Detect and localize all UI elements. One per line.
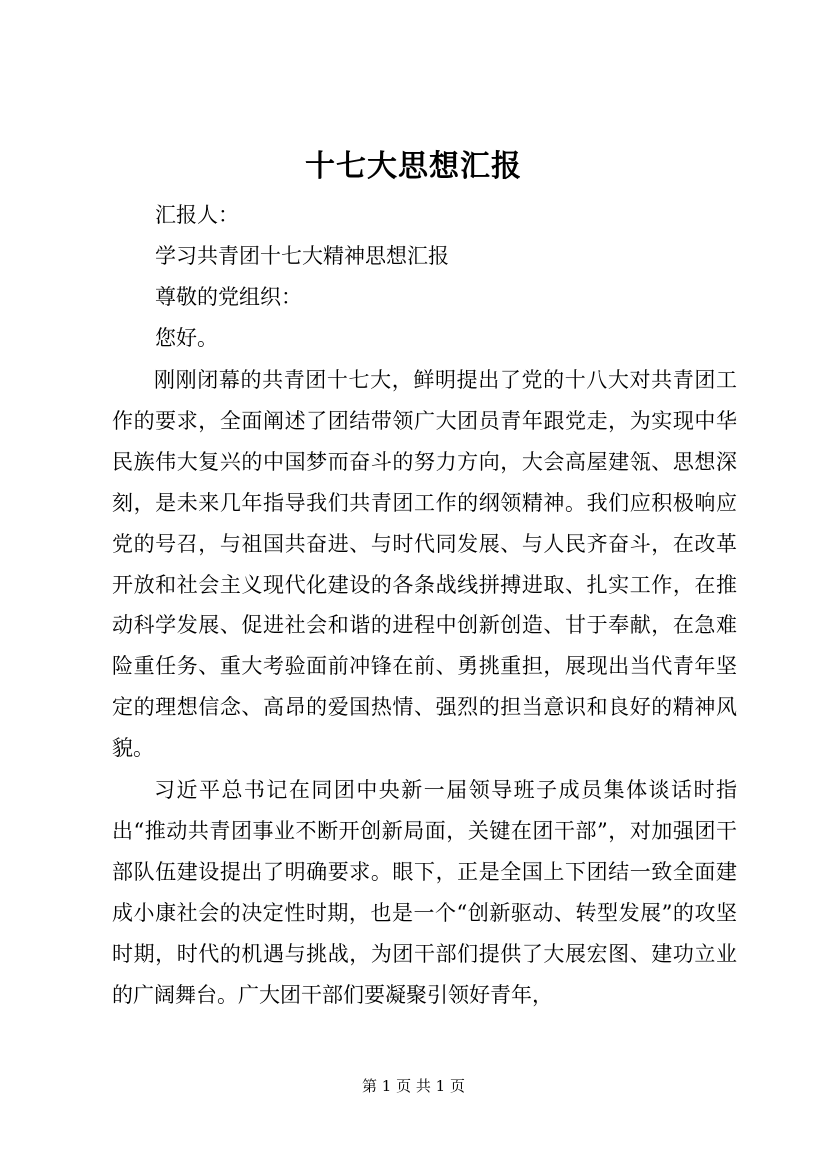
reporter-label: 汇报人： — [155, 203, 239, 227]
body-paragraph-2: 习近平总书记在同团中央新一届领导班子成员集体谈话时指出“推动共青团事业不断开创新局面，关键在团干部”，对加强团干部队伍建设提出了明确要求。眼下，正是全国上下团结一致全面建成小康社会的决定性时期，也是一个“创新驱动、转型发展”的攻坚时期，时代的机遇与挑战，为团干部们提供了大展宏图、建功立业的广阔舞台。广大团干部们要凝聚引领好青年， — [112, 778, 737, 1007]
page-number: 第 1 页 共 1 页 — [362, 1077, 465, 1095]
document-subtitle: 学习共青团十七大精神思想汇报 — [155, 244, 449, 268]
greeting: 您好。 — [155, 326, 218, 350]
body-paragraph-1: 刚刚闭幕的共青团十七大，鲜明提出了党的十八大对共青团工作的要求，全面阐述了团结带领广大团员青年跟党走，为实现中华民族伟大复兴的中国梦而奋斗的努力方向，大会高屋建瓴、思想深刻，是未来几年指导我们共青团工作的纲领精神。我们应积极响应党的号召，与祖国共奋进、与时代同发展、与人民齐奋斗，在改革开放和社会主义现代化建设的各条战线拼搏进取、扎实工作，在推动科学发展、促进社会和谐的进程中创新创造、甘于奉献，在急难险重任务、重大考验面前冲锋在前、勇挑重担，展现出当代青年坚定的理想信念、高昂的爱国热情、强烈的担当意识和良好的精神风貌。 — [112, 368, 737, 761]
document-title: 十七大思想汇报 — [305, 149, 522, 184]
salutation: 尊敬的党组织： — [155, 285, 302, 309]
